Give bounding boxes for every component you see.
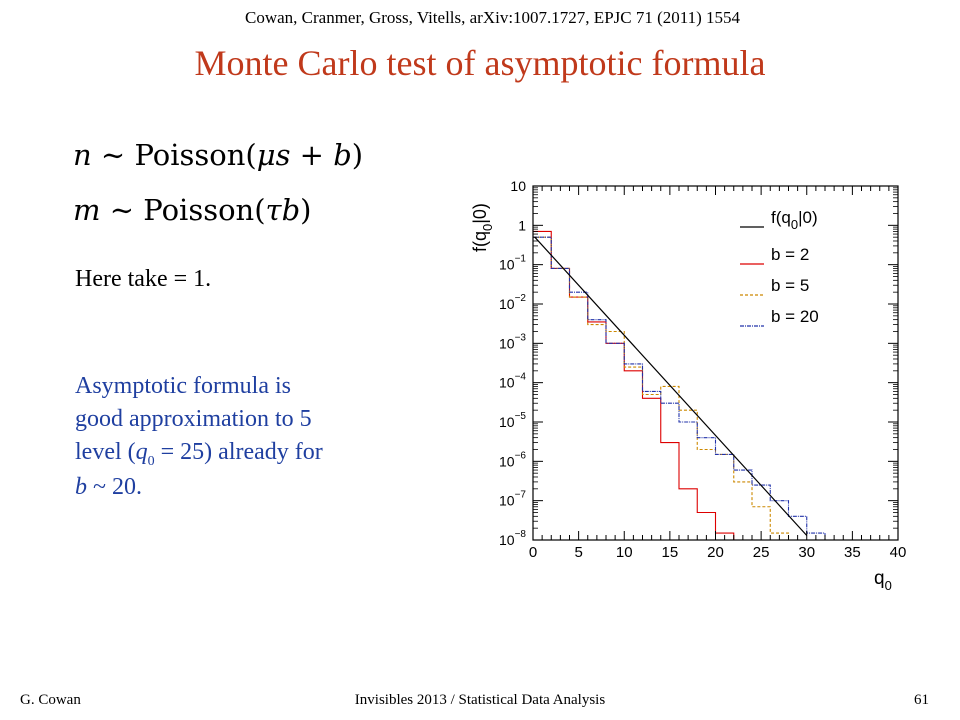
eq1-args: μs + b xyxy=(256,138,352,172)
x-axis-label: $q_0$ xyxy=(874,568,892,593)
x-tick-label: 15 xyxy=(661,544,679,561)
eq1-rel: ∼ xyxy=(100,138,126,172)
x-tick-label: 30 xyxy=(798,544,816,561)
legend-label: b = 2 xyxy=(771,245,810,264)
legend xyxy=(740,208,819,326)
asym-line-1: Asymptotic formula is xyxy=(75,373,291,399)
y-tick-label: $10^{-6}$ xyxy=(499,450,526,470)
y-tick-label: 1 xyxy=(518,217,526,234)
plot-frame xyxy=(533,186,898,540)
y-tick-label: $10^{-3}$ xyxy=(499,332,526,352)
eq2-close: ) xyxy=(300,193,312,227)
x-tick-label: 35 xyxy=(844,544,861,561)
asym-line-3: level $(q_0 = 25)$ already for xyxy=(75,439,323,470)
eq2-fn: Poisson( xyxy=(143,193,266,227)
asymptotic-curve xyxy=(535,237,810,535)
curve-layer xyxy=(535,237,810,535)
page-number: 61 xyxy=(914,692,929,708)
eq2-args: τb xyxy=(265,193,301,227)
x-tick-label: 20 xyxy=(707,544,724,561)
histogram-b-5 xyxy=(533,237,810,540)
histogram-b-2 xyxy=(533,231,734,540)
y-tick-label: $10^{-2}$ xyxy=(499,293,526,312)
legend-label: b = 20 xyxy=(771,307,819,326)
y-tick-label: $10^{-7}$ xyxy=(499,489,526,509)
y-tick-label: $10^{-5}$ xyxy=(499,411,526,430)
y-tick-label: $10^{-8}$ xyxy=(499,529,526,548)
asym-line-2: good approximation to 5 xyxy=(75,406,312,433)
x-tick-label: 25 xyxy=(752,544,770,561)
y-axis-label: $f(q_0|0)$ xyxy=(470,203,495,252)
y-tick-label: $10^{-1}$ xyxy=(499,253,526,273)
axis-labels xyxy=(470,178,906,593)
x-tick-label: 5 xyxy=(574,544,583,561)
y-tick-label: $10^{-4}$ xyxy=(499,371,526,391)
eq2-rel: ∼ xyxy=(109,193,135,227)
asym-line-4: b ~ 20. xyxy=(75,474,142,501)
legend-label: $f(q_0|0)$ xyxy=(771,208,818,232)
here-take-text: Here take = 1. xyxy=(75,266,212,292)
x-tick-label: 10 xyxy=(615,544,633,561)
footer-center: Invisibles 2013 / Statistical Data Analysis xyxy=(354,692,606,708)
x-tick-label: 0 xyxy=(528,544,538,561)
slide-title: Monte Carlo test of asymptotic formula xyxy=(194,43,766,83)
ticks-layer xyxy=(533,186,898,540)
eq2-lhs: m xyxy=(73,193,101,227)
legend-label: b = 5 xyxy=(771,276,810,295)
y-tick-label: 10 xyxy=(510,178,526,194)
citation: Cowan, Cranmer, Gross, Vitells, arXiv:1007.1727, EPJC 71 (2011) 1554 xyxy=(245,8,741,27)
eq1-lhs: n xyxy=(73,138,92,172)
eq1-fn: Poisson( xyxy=(134,138,257,172)
eq1-close: ) xyxy=(351,138,364,172)
footer-author: G. Cowan xyxy=(20,692,81,708)
x-tick-label: 40 xyxy=(889,544,907,561)
